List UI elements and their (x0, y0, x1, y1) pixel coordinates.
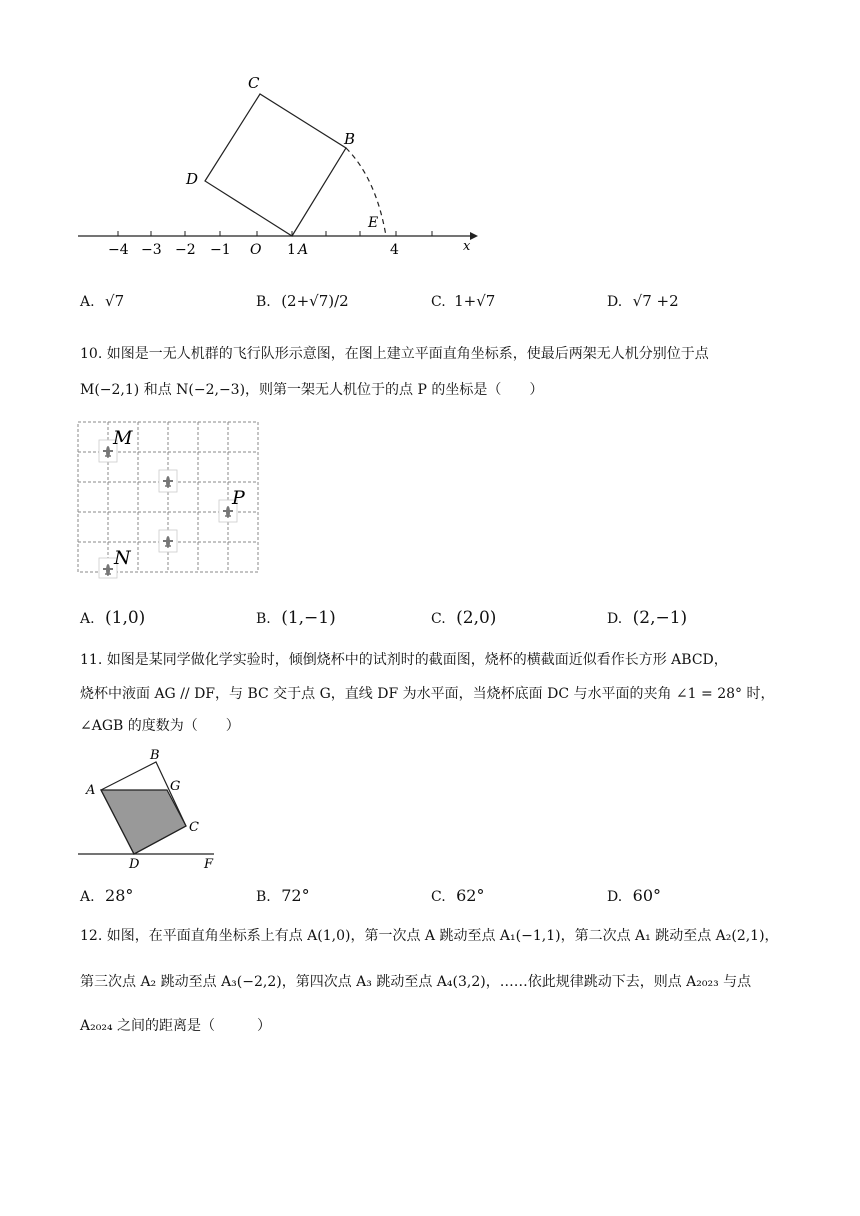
q11-text-line3: ∠AGB 的度数为（ ） (80, 718, 240, 734)
drone-icon (159, 530, 177, 552)
option-value: (2,0) (456, 608, 497, 628)
label-d: D (129, 857, 140, 872)
option-letter: A. (80, 294, 95, 310)
origin-label: O (250, 242, 262, 258)
option-value: (2,−1) (632, 608, 688, 628)
option-value: (2+√7)/2 (281, 292, 349, 310)
tick-label: −2 (175, 242, 196, 258)
label-g: G (170, 779, 181, 794)
q10-option-a (80, 608, 145, 628)
label-b: B (150, 748, 160, 763)
label-p: P (232, 487, 245, 509)
option-letter: C. (431, 294, 446, 310)
q12-text-line3: A₂₀₂₄ 之间的距离是（ ） (80, 1018, 272, 1034)
q10-text-line2: M(−2,1) 和点 N(−2,−3)，则第一架无人机位于的点 P 的坐标是（ ） (80, 382, 544, 398)
label-c: C (189, 820, 199, 835)
q9-option-c (431, 292, 495, 310)
option-value: 62° (456, 886, 485, 905)
option-value: 60° (632, 886, 661, 905)
q11-beaker-figure (76, 744, 226, 874)
axis-label-x: x (463, 239, 471, 254)
q11-option-a (80, 886, 133, 905)
point-label-c: C (248, 74, 260, 92)
option-value: √7 (105, 292, 125, 310)
label-m: M (113, 427, 133, 449)
x-axis-arrow (470, 232, 478, 240)
square-abcd (205, 94, 346, 236)
q9-option-a (80, 292, 124, 310)
q10-option-b (256, 608, 336, 628)
q12-text-line1: 12. 如图，在平面直角坐标系上有点 A(1,0)，第一次点 A 跳动至点 A₁(−1,1)，第二次点 A₁ 跳动至点 A₂(2,1)， (80, 928, 779, 944)
point-label-a: A (298, 242, 309, 258)
label-f: F (204, 857, 214, 872)
q11-option-c (431, 886, 484, 905)
q10-option-d (607, 608, 687, 628)
q11-option-b (256, 886, 310, 905)
option-value: (1,0) (105, 608, 146, 628)
q10-option-c (431, 608, 496, 628)
option-letter: B. (256, 611, 271, 627)
option-value: 1+√7 (454, 292, 496, 310)
option-letter: C. (431, 611, 446, 627)
option-value: 72° (281, 886, 310, 905)
label-a: A (86, 783, 96, 798)
tick-label: −1 (210, 242, 231, 258)
point-label-b: B (344, 130, 356, 148)
tick-label: −3 (141, 242, 162, 258)
tick-label: −4 (108, 242, 129, 258)
point-label-d: D (186, 170, 199, 188)
option-letter: D. (607, 294, 623, 310)
q10-text-line1: 10. 如图是一无人机群的飞行队形示意图，在图上建立平面直角坐标系，使最后两架无人机分别位于点 (80, 346, 709, 362)
option-letter: B. (256, 294, 271, 310)
option-letter: A. (80, 611, 95, 627)
q11-text-line1: 11. 如图是某同学做化学实验时，倾倒烧杯中的试剂时的截面图，烧杯的横截面近似看作长方形 ABCD， (80, 652, 728, 668)
q9-figure (70, 70, 490, 260)
tick-label: 4 (390, 242, 399, 258)
q10-grid-figure (76, 420, 262, 580)
option-letter: C. (431, 889, 446, 905)
option-letter: A. (80, 889, 95, 905)
arc-be (346, 148, 386, 236)
option-letter: D. (607, 889, 623, 905)
option-value: (1,−1) (281, 608, 336, 628)
q11-text-line2: 烧杯中液面 AG // DF，与 BC 交于点 G，直线 DF 为水平面，当烧杯底面 DC 与水平面的夹角 ∠1 = 28° 时， (80, 686, 775, 702)
q12-text-line2: 第三次点 A₂ 跳动至点 A₃(−2,2)，第四次点 A₃ 跳动至点 A₄(3,2)，……依此规律跳动下去，则点 A₂₀₂₃ 与点 (80, 974, 752, 990)
option-letter: D. (607, 611, 623, 627)
point-label-e: E (368, 215, 379, 231)
label-n: N (114, 547, 131, 569)
q9-option-d (607, 292, 679, 310)
q11-option-d (607, 886, 661, 905)
tick-label: 1 (287, 242, 296, 258)
q9-option-b (256, 292, 349, 310)
option-letter: B. (256, 889, 271, 905)
drone-icon (159, 470, 177, 492)
option-value: 28° (105, 886, 134, 905)
option-value: √7 +2 (632, 292, 679, 310)
